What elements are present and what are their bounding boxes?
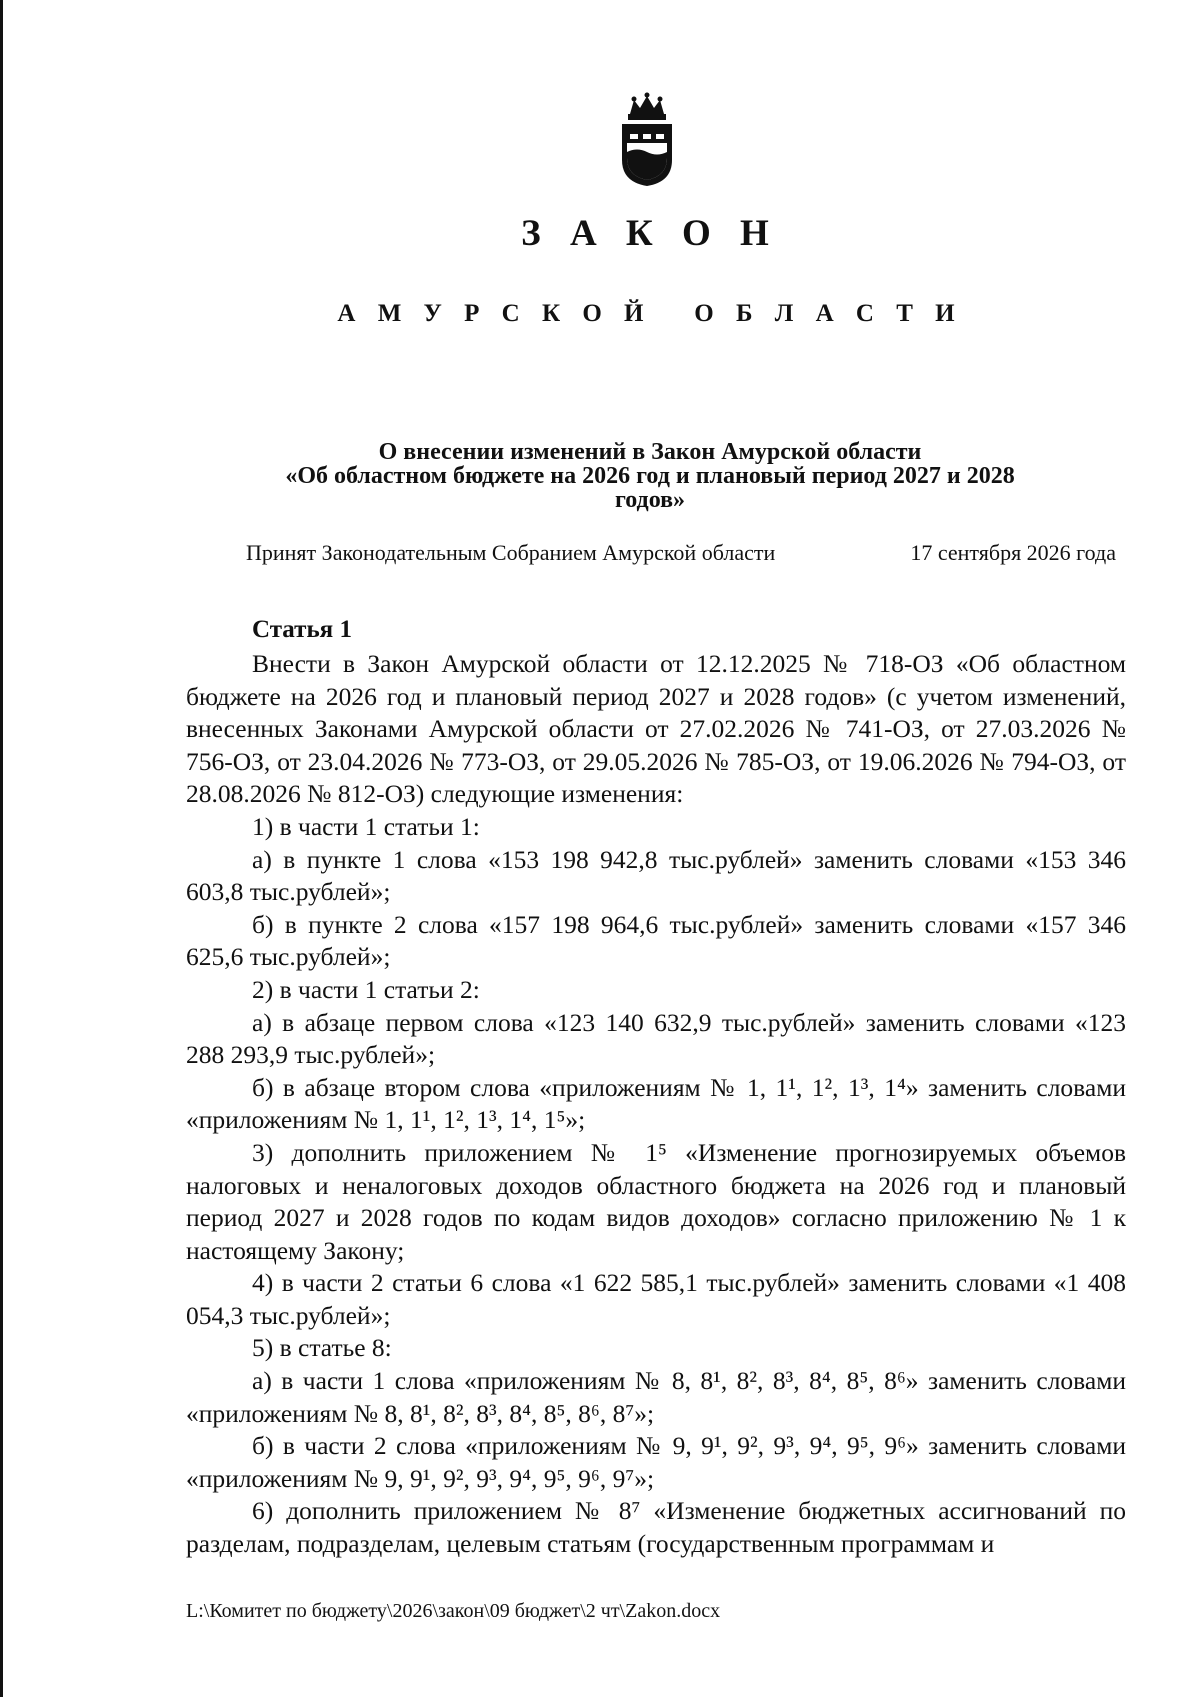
law-heading: [190, 440, 1110, 512]
adoption-date: 17 сентября 2026 года: [910, 540, 1116, 565]
heading-line-2: «Об областном бюджете на 2026 год и плановый период 2027 и 2028: [285, 463, 1015, 489]
article-paragraph: 2) в части 1 статьи 2:: [252, 974, 480, 1004]
article-paragraph: б) в пункте 2 слова «157 198 964,6 тыс.рублей» заменить словами «157 346 625,6 тыс.рублей»;: [186, 909, 1126, 972]
article-title: Статья 1: [252, 616, 352, 643]
coat-of-arms-icon: [616, 92, 678, 188]
article-paragraph: Внести в Закон Амурской области от 12.12.2025 № 718-ОЗ «Об областном бюджете на 2026 год и плановый период 2027 и 2028 годов» (с учетом изменений, внесенных Законами Амурской области от 27.02.2026 № 741-ОЗ, от 27.03.2026 № 756-ОЗ, от 23.04.2026 № 773-ОЗ, от 29.05.2026 № 785-ОЗ, от 19.06.2026 № 794-ОЗ, от 28.08.2026 № 812-ОЗ) следующие изменения:: [186, 649, 1126, 809]
adopted-by: Принят Законодательным Собранием Амурской области: [246, 540, 776, 565]
heading-line-1: О внесении изменений в Закон Амурской области: [378, 439, 922, 465]
article-paragraph: 3) дополнить приложением № 1⁵ «Изменение прогнозируемых объемов налоговых и неналоговых доходов областного бюджета на 2026 год и плановый период 2027 и 2028 годов по кодам видов доходов» согласно приложению № 1 к настоящему Закону;: [186, 1137, 1126, 1265]
heading-line-3: годов»: [614, 487, 686, 513]
article-paragraph: 6) дополнить приложением № 8⁷ «Изменение бюджетных ассигнований по разделам, подразделам, целевым статьям (государственным программам и: [186, 1496, 1126, 1559]
article-body: [186, 648, 1126, 1561]
article-paragraph: 1) в части 1 статьи 1:: [252, 811, 480, 841]
article-paragraph: а) в пункте 1 слова «153 198 942,8 тыс.рублей» заменить словами «153 346 603,8 тыс.рублей»;: [186, 844, 1126, 907]
adoption-line: [246, 540, 1116, 566]
region-title: А М У Р С К О Й О Б Л А С Т И: [337, 300, 963, 327]
article-paragraph: 4) в части 2 статьи 6 слова «1 622 585,1 тыс.рублей» заменить словами «1 408 054,3 тыс.рублей»;: [186, 1268, 1126, 1330]
article-paragraph: 5) в статье 8:: [252, 1333, 392, 1363]
article-paragraph: б) в абзаце втором слова «приложениям № 1, 1¹, 1², 1³, 1⁴» заменить словами «приложениям № 1, 1¹, 1², 1³, 1⁴, 1⁵»;: [186, 1072, 1126, 1135]
article-paragraph: а) в части 1 слова «приложениям № 8, 8¹, 8², 8³, 8⁴, 8⁵, 8⁶» заменить словами «приложениям № 8, 8¹, 8², 8³, 8⁴, 8⁵, 8⁶, 8⁷»;: [186, 1366, 1126, 1428]
document-title: З А К О Н: [521, 213, 779, 254]
article-paragraph: б) в части 2 слова «приложениям № 9, 9¹, 9², 9³, 9⁴, 9⁵, 9⁶» заменить словами «приложениям № 9, 9¹, 9², 9³, 9⁴, 9⁵, 9⁶, 9⁷»;: [186, 1431, 1126, 1493]
article-paragraph: а) в абзаце первом слова «123 140 632,9 тыс.рублей» заменить словами «123 288 293,9 тыс.рублей»;: [186, 1007, 1126, 1070]
file-path-footer: L:\Комитет по бюджету\2026\закон\09 бюджет\2 чт\Zakon.docx: [186, 1600, 721, 1622]
